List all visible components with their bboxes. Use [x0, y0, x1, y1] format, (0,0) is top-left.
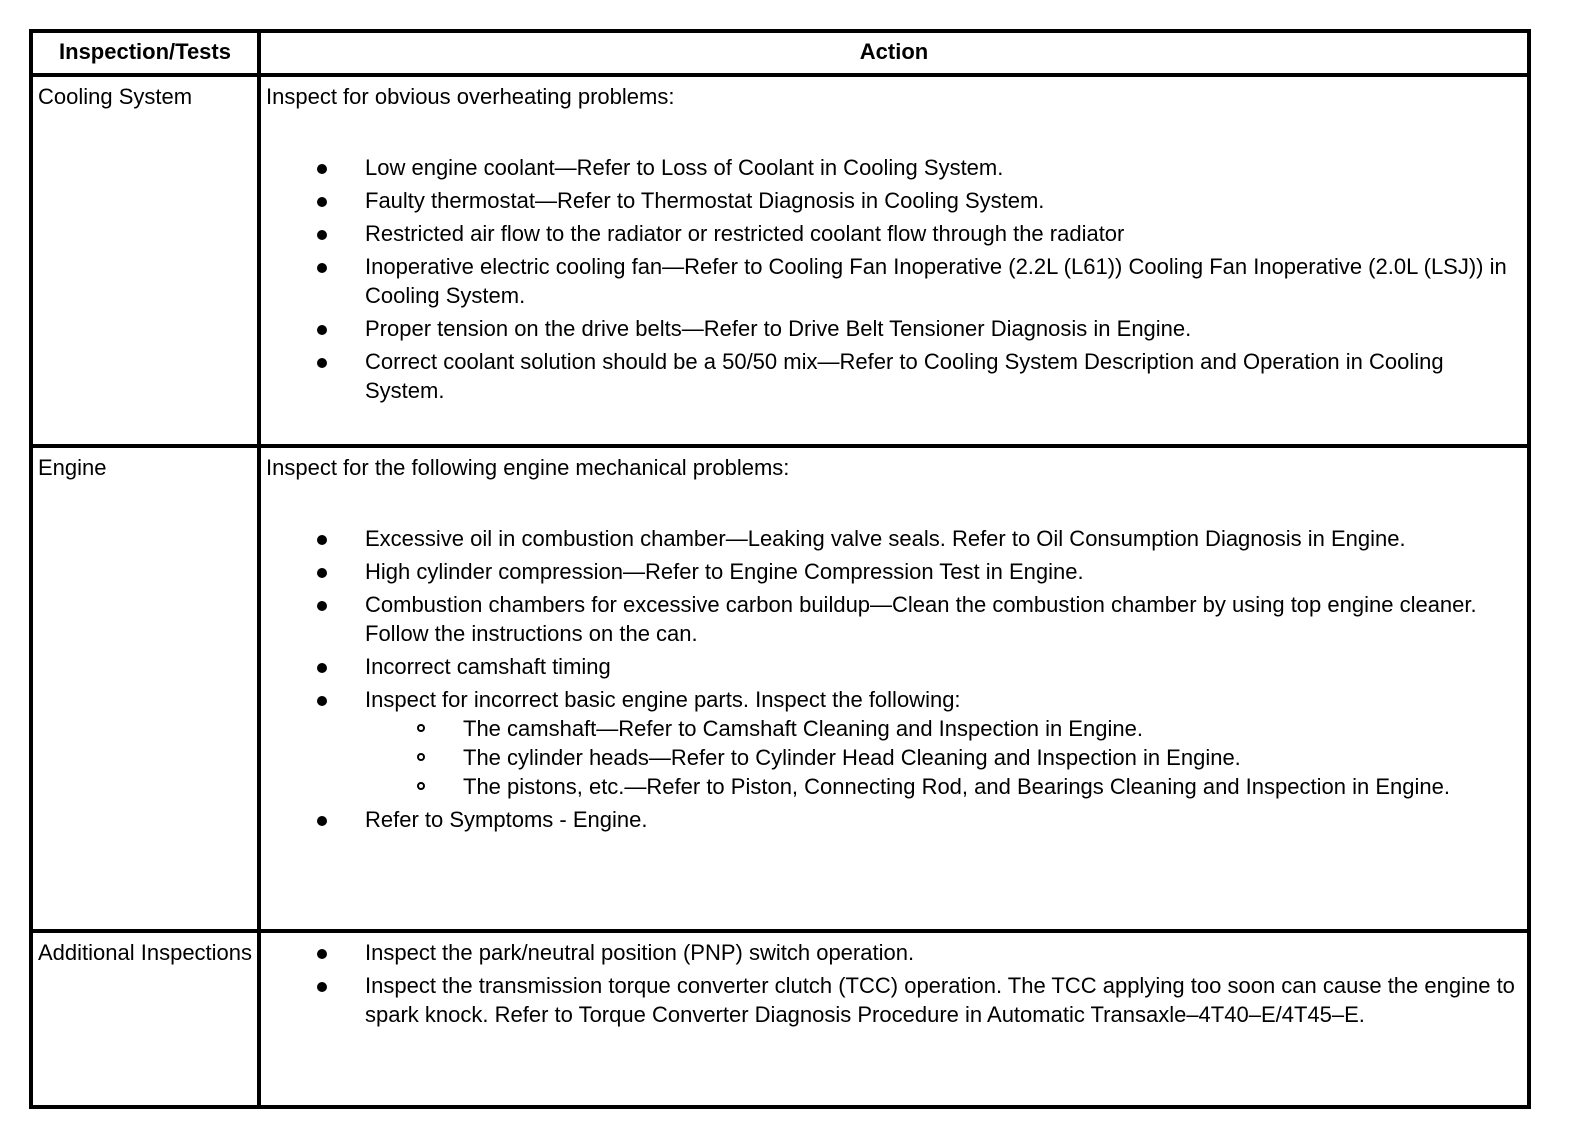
header-action: Action: [259, 31, 1529, 75]
list-item: [266, 590, 1519, 648]
list-item: [266, 314, 1519, 343]
action-list: [266, 153, 1519, 405]
hollow-bullet-icon: [417, 724, 425, 732]
bullet-icon: [317, 982, 327, 992]
hollow-bullet-icon: [417, 753, 425, 761]
sub-list-item-text: The pistons, etc.—Refer to Piston, Connecting Rod, and Bearings Cleaning and Inspection in Engine.: [463, 774, 1450, 799]
list-item: [266, 153, 1519, 182]
sub-list-item: [364, 743, 1519, 772]
list-item-text: Inspect the park/neutral position (PNP) switch operation.: [365, 940, 915, 965]
header-row: [31, 31, 1529, 75]
bullet-icon: [317, 263, 327, 273]
list-item-text: Correct coolant solution should be a 50/50 mix—Refer to Cooling System Description and Operation in Cooling System.: [365, 349, 1444, 403]
action-list: [266, 938, 1519, 1029]
inspection-table: [29, 29, 1531, 1109]
bullet-icon: [317, 325, 327, 335]
list-item: [266, 938, 1519, 967]
sub-list-item-text: The camshaft—Refer to Camshaft Cleaning and Inspection in Engine.: [463, 716, 1143, 741]
list-item: [266, 347, 1519, 405]
action-list: [266, 524, 1519, 834]
bullet-icon: [317, 358, 327, 368]
list-item-text: Faulty thermostat—Refer to Thermostat Diagnosis in Cooling System.: [365, 188, 1045, 213]
sub-list-item-text: The cylinder heads—Refer to Cylinder Head Cleaning and Inspection in Engine.: [463, 745, 1241, 770]
bullet-icon: [317, 568, 327, 578]
list-item-text: Inspect the transmission torque converter clutch (TCC) operation. The TCC applying too soon can cause the engine to spark knock. Refer to Torque Converter Diagnosis Procedure in Automatic Transaxle–4T40–E/4T45–E.: [365, 973, 1515, 1027]
hollow-bullet-icon: [417, 782, 425, 790]
list-item-text: High cylinder compression—Refer to Engine Compression Test in Engine.: [365, 559, 1084, 584]
bullet-icon: [317, 601, 327, 611]
list-item-text: Restricted air flow to the radiator or restricted coolant flow through the radiator: [365, 221, 1125, 246]
list-item: [266, 219, 1519, 248]
action-cell: [259, 75, 1529, 446]
bullet-icon: [317, 164, 327, 174]
list-item-text: Combustion chambers for excessive carbon buildup—Clean the combustion chamber by using top engine cleaner. Follow the instructions on the can.: [365, 592, 1477, 646]
bullet-icon: [317, 696, 327, 706]
list-item-text: Refer to Symptoms - Engine.: [365, 807, 648, 832]
list-item: [266, 685, 1519, 801]
bullet-icon: [317, 949, 327, 959]
list-item: [266, 186, 1519, 215]
action-cell: [259, 931, 1529, 1107]
list-item: [266, 652, 1519, 681]
list-item-text: Inspect for incorrect basic engine parts. Inspect the following:: [365, 687, 961, 712]
sub-list-item: [364, 714, 1519, 743]
table-row-additional-inspections: [31, 931, 1529, 1107]
list-item-text: Incorrect camshaft timing: [365, 654, 611, 679]
list-item: [266, 524, 1519, 553]
bullet-icon: [317, 230, 327, 240]
action-cell: [259, 446, 1529, 931]
list-item: [266, 252, 1519, 310]
header-inspection: Inspection/Tests: [31, 31, 259, 75]
inspection-cell: Cooling System: [31, 75, 259, 446]
list-item-text: Excessive oil in combustion chamber—Leaking valve seals. Refer to Oil Consumption Diagnosis in Engine.: [365, 526, 1406, 551]
bullet-icon: [317, 535, 327, 545]
sub-list: [365, 714, 1519, 801]
inspection-cell: Engine: [31, 446, 259, 931]
list-item: [266, 557, 1519, 586]
bullet-icon: [317, 816, 327, 826]
bullet-icon: [317, 197, 327, 207]
inspection-cell: Additional Inspections: [31, 931, 259, 1107]
bullet-icon: [317, 663, 327, 673]
list-item-text: Low engine coolant—Refer to Loss of Coolant in Cooling System.: [365, 155, 1004, 180]
table-row-engine: [31, 446, 1529, 931]
list-item: [266, 805, 1519, 834]
list-item-text: Proper tension on the drive belts—Refer to Drive Belt Tensioner Diagnosis in Engine.: [365, 316, 1192, 341]
sub-list-item: [364, 772, 1519, 801]
action-intro: Inspect for obvious overheating problems:: [266, 84, 675, 109]
table-row-cooling-system: [31, 75, 1529, 446]
action-intro: Inspect for the following engine mechanical problems:: [266, 455, 790, 480]
list-item: [266, 971, 1519, 1029]
list-item-text: Inoperative electric cooling fan—Refer to Cooling Fan Inoperative (2.2L (L61)) Cooling Fan Inoperative (2.0L (LSJ)) in Cooling System.: [365, 254, 1507, 308]
